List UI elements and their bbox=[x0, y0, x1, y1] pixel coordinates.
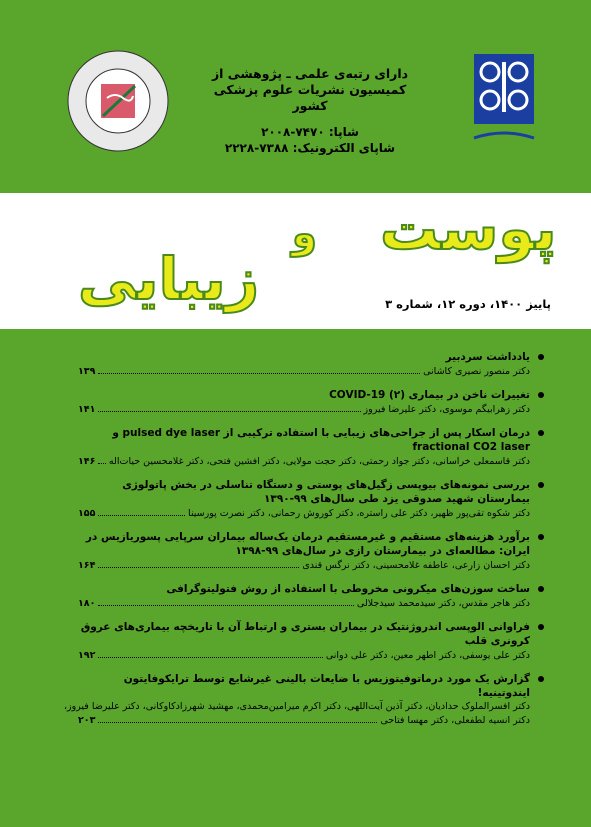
toc-entry[interactable] bbox=[78, 478, 530, 520]
accreditation-line-2: کمیسیون نشریات علوم پزشکی کشور bbox=[213, 82, 407, 113]
tums-logo bbox=[468, 48, 540, 158]
article-authors: دکتر قاسمعلی خراسانی، دکتر جواد رحمتی، دکتر حجت مولایی، دکتر افشین فتحی، دکتر غلامحسین حیات‌اله bbox=[108, 456, 530, 467]
bullet-icon bbox=[538, 392, 544, 398]
title-word-and: و bbox=[292, 211, 317, 257]
page-number: ۱۸۰ bbox=[78, 598, 96, 609]
bullet-icon bbox=[538, 354, 544, 360]
article-title: یادداشت سردبیر bbox=[445, 351, 530, 363]
article-title: تغییرات ناخن در بیماری COVID-19 (۲) bbox=[329, 389, 530, 401]
page-number: ۱۴۶ bbox=[78, 456, 96, 467]
bullet-icon bbox=[538, 676, 544, 682]
leader-dots bbox=[98, 648, 322, 658]
table-of-contents bbox=[63, 350, 530, 727]
leader-dots bbox=[98, 506, 185, 516]
article-title: ساخت سوزن‌های میکرونی مخروطی با استفاده از روش فتولیتوگرافی bbox=[166, 583, 530, 595]
page-number: ۱۹۲ bbox=[78, 650, 96, 661]
article-title: درمان اسکار پس از جراحی‌های زیبایی با استفاده ترکیبی از pulsed dye laser و fractional CO2 laser bbox=[112, 427, 530, 453]
leader-dots bbox=[98, 364, 420, 374]
toc-entry[interactable] bbox=[78, 582, 530, 610]
article-authors: دکتر شکوه تقی‌پور ظهیر، دکتر علی راستره، دکتر کوروش رحمانی، دکتر نصرت پورسینا bbox=[188, 508, 530, 519]
toc-entry[interactable] bbox=[78, 350, 530, 378]
toc-entry[interactable] bbox=[63, 672, 530, 727]
accreditation-line-1: دارای رتبه‌ی علمی ـ پژوهشی از bbox=[211, 66, 409, 81]
leader-dots bbox=[98, 454, 105, 464]
article-title: گزارش یک مورد درماتوفیتوزیس با ضایعات بالینی غیرشایع توسط ترایکوفایتون ایندوتینیه! bbox=[123, 673, 530, 699]
bullet-icon bbox=[538, 624, 544, 630]
title-word-beauty: زیبایی bbox=[78, 245, 260, 313]
article-title: فراوانی الوپسی اندروژنتیک در بیماران بستری و ارتباط آن با تاریخچه بیماری‌های عروق کرونری قلب bbox=[80, 621, 530, 647]
article-authors: دکتر هاجر مقدس، دکتر سیدمحمد سیدجلالی bbox=[356, 598, 530, 609]
cover-header bbox=[0, 0, 591, 193]
page-number: ۱۶۴ bbox=[78, 560, 96, 571]
bullet-icon bbox=[538, 430, 544, 436]
research-center-logo bbox=[63, 46, 173, 156]
bullet-icon bbox=[538, 482, 544, 488]
bullet-icon bbox=[538, 534, 544, 540]
leader-dots bbox=[98, 558, 299, 568]
toc-entry[interactable] bbox=[78, 530, 530, 572]
page-number: ۲۰۳ bbox=[78, 715, 96, 726]
article-authors: دکتر احسان زارعی، عاطفه غلامحسینی، دکتر نرگس قندی bbox=[302, 560, 530, 571]
leader-dots bbox=[98, 402, 360, 412]
article-authors: دکتر علی یوسفی، دکتر اطهر معین، دکتر علی دوانی bbox=[325, 650, 530, 661]
page-number: ۱۳۹ bbox=[78, 366, 96, 377]
leader-dots bbox=[98, 713, 377, 723]
toc-entry[interactable] bbox=[78, 620, 530, 662]
issn-electronic: شاپای الکترونیک: ۷۳۸۸-۲۲۲۸ bbox=[224, 141, 396, 155]
leader-dots bbox=[98, 596, 354, 606]
article-authors: دکتر انسیه لطفعلی، دکتر مهسا فتاحی bbox=[380, 715, 530, 726]
article-authors: دکتر افسرالملوک حدادیان، دکتر آذین آیت‌اللهی، دکتر اکرم میرامین‌محمدی، مهشید شهرزادکاوکانی، دکتر علیرضا فیروز، bbox=[63, 701, 530, 712]
page-number: ۱۵۵ bbox=[78, 508, 96, 519]
toc-entry[interactable] bbox=[78, 388, 530, 416]
article-authors: دکتر منصور نصیری کاشانی bbox=[423, 366, 530, 377]
article-title: برآورد هزینه‌های مستقیم و غیرمستقیم درمان یک‌ساله بیماران سرپایی پسوریازیس در ایران: مطالعه‌ای در بیمارستان رازی در سال‌های ۹۹-۱۳۹۸ bbox=[85, 531, 530, 557]
bullet-icon bbox=[538, 586, 544, 592]
toc-entry[interactable] bbox=[78, 426, 530, 468]
article-title: بررسی نمونه‌های بیوپسی زگیل‌های پوستی و دستگاه تناسلی در بخش پاتولوژی بیمارستان شهید صدوقی یزد طی سال‌های ۹۹-۱۳۹۰ bbox=[122, 479, 530, 505]
journal-accreditation bbox=[200, 66, 420, 156]
issn-print: شاپا: ۷۴۷۰-۲۰۰۸ bbox=[261, 125, 359, 139]
issue-info: پاییز ۱۴۰۰، دوره ۱۲، شماره ۳ bbox=[385, 297, 551, 311]
article-authors: دکتر زهرابیگم موسوی، دکتر علیرضا فیروز bbox=[363, 404, 530, 415]
page-number: ۱۴۱ bbox=[78, 404, 96, 415]
title-word-skin: پوست bbox=[380, 195, 557, 263]
